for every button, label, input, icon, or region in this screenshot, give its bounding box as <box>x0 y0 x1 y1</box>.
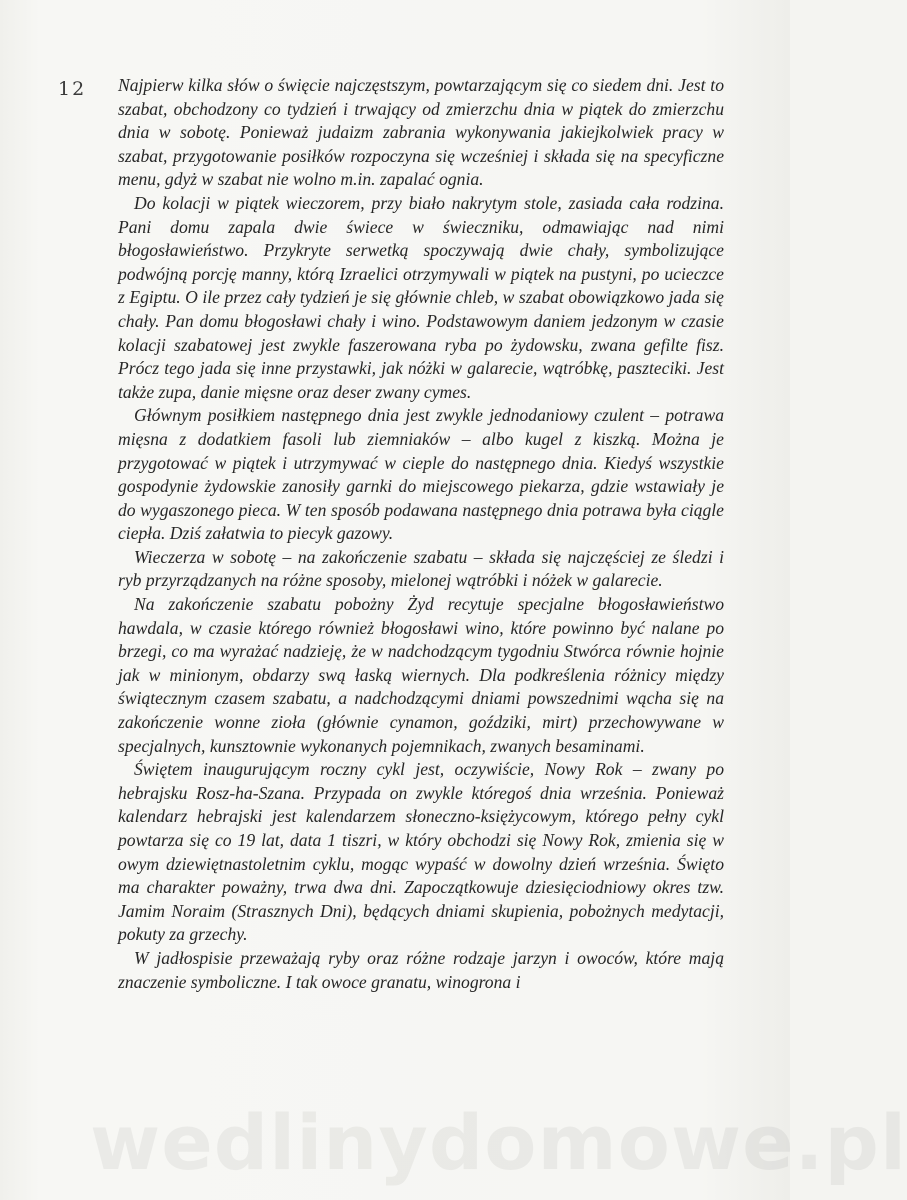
paragraph-szabat-intro: Najpierw kilka słów o święcie najczęstszym, powtarzającym się co siedem dni. Jest to szabat, obchodzony co tydzień i trwający od zmierzchu dnia w piątek do zmierzchu dnia w sobotę. Ponieważ judaizm zabrania wykonywania jakiejkolwiek pracy w szabat, przygotowanie posiłków rozpoczyna się wcześniej i składa się na specyficzne menu, gdyż w szabat nie wolno m.in. zapalać ognia. <box>118 75 724 190</box>
paragraph-piatkowa-kolacja: Do kolacji w piątek wieczorem, przy biało nakrytym stole, zasiada cała rodzina. Pani domu zapala dwie świece w świeczniku, odmawiając nad nimi błogosławieństwo. Przykryte serwetką spoczywają dwie chały, symbolizujące podwójną porcję manny, którą Izraelici otrzymywali w piątek na pustyni, po ucieczce z Egiptu. O ile przez cały tydzień je się głównie chleb, w szabat obowiązkowo jada się chały. Pan domu błogosławi chały i wino. Podstawowym daniem jedzonym w czasie kolacji szabatowej jest zwykle faszerowana ryba po żydowsku, zwana gefilte fisz. Prócz tego jada się inne przystawki, jak nóżki w galarecie, wątróbkę, paszteciki. Jest także zupa, danie mięsne oraz deser zwany cymes. <box>118 192 724 402</box>
paragraph-czulent: Głównym posiłkiem następnego dnia jest zwykle jednodaniowy czulent – potrawa mięsna z dodatkiem fasoli lub ziemniaków – albo kugel z kiszką. Można je przygotować w piątek i utrzymywać w cieple do następnego dnia. Kiedyś wszystkie gospodynie żydowskie zanosiły garnki do miejscowego piekarza, gdzie wstawiały je do wygaszonego pieca. W ten sposób podawana następnego dnia potrawa była ciągle ciepła. Dziś załatwia to piecyk gazowy. <box>118 405 724 544</box>
paragraph-hawdala: Na zakończenie szabatu pobożny Żyd recytuje specjalne błogosławieństwo hawdala, w czasie którego również błogosławi wino, które powinno być nalane po brzegi, co ma wyrażać nadzieję, że w nadchodzącym tygodniu Stwórca równie hojnie jak w minionym, obdarzy swą łaską wiernych. Dla podkreślenia różnicy między świątecznym czasem szabatu, a nadchodzącymi dniami powszednimi wącha się na zakończenie wonne zioła (głównie cynamon, goździki, mirt) przechowywane w specjalnych, kunsztownie wykonanych pojemnikach, zwanych besaminami. <box>118 594 724 756</box>
paragraph-jadlospis: W jadłospisie przeważają ryby oraz różne rodzaje jarzyn i owoców, które mają znaczenie symboliczne. I tak owoce granatu, winogrona i <box>118 947 724 992</box>
body-text <box>118 74 724 994</box>
paragraph-wieczerza-sobota: Wieczerza w sobotę – na zakończenie szabatu – składa się najczęściej ze śledzi i ryb przyrządzanych na różne sposoby, mielonej wątróbki i nóżek w galarecie. <box>118 546 724 591</box>
watermark-logo: wedlinydomowe.pl <box>90 1098 907 1187</box>
page-number: 12 <box>58 78 87 100</box>
paragraph-rosz-ha-szana: Świętem inaugurującym roczny cykl jest, oczywiście, Nowy Rok – zwany po hebrajsku Rosz-ha-Szana. Przypada on zwykle któregoś dnia września. Ponieważ kalendarz hebrajski jest kalendarzem słoneczno-księżycowym, którego pełny cykl powtarza się co 19 lat, data 1 tiszri, w który obchodzi się Nowy Rok, zmienia się w owym dziewiętnastoletnim cyklu, mogąc wypaść w dowolny dzień września. Święto ma charakter poważny, trwa dwa dni. Zapoczątkowuje dziesięciodniowy okres tzw. Jamim Noraim (Strasznych Dni), będących dniami skupienia, pobożnych medytacji, pokuty za grzechy. <box>118 759 724 945</box>
